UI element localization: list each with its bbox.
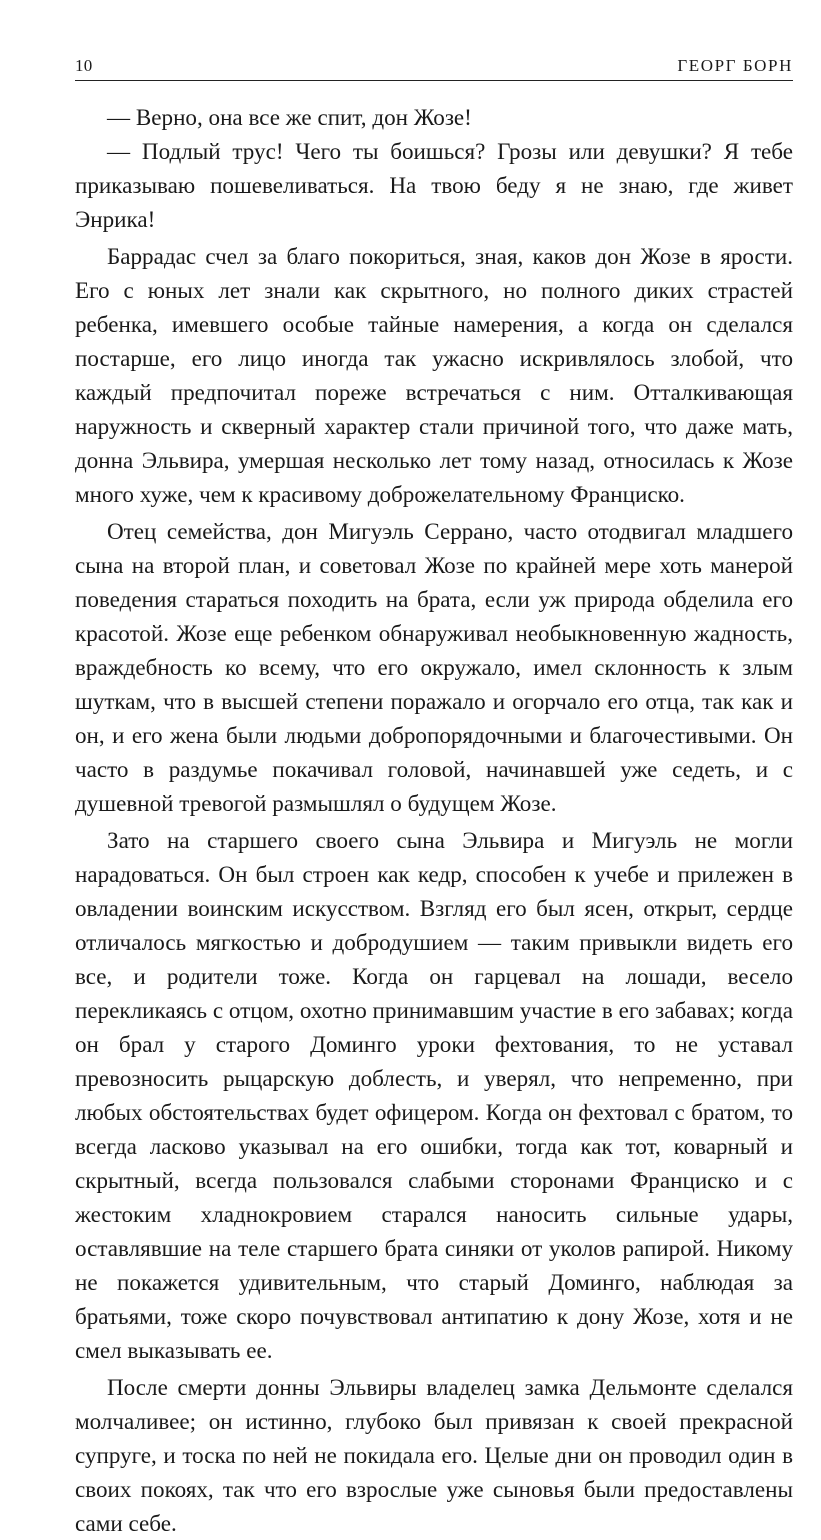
paragraph-5: Зато на старшего своего сына Эльвира и Мигуэль не могли нарадоваться. Он был строен как кедр, способен к учебе и прилежен в овладении воинским искусством. Взгляд его был ясен, открыт, сердце отличалось мягкостью и добродушием — таким привыкли видеть его все, и родители тоже. Когда он гарцевал на лошади, весело перекликаясь с отцом, охотно принимавшим участие в его забавах; когда он брал у старого Доминго уроки фехтования, то не уставал превозносить рыцарскую доблесть, и уверял, что непременно, при любых обстоятельствах будет офицером. Когда он фехтовал с братом, то всегда ласково указывал на его ошибки, тогда как тот, коварный и скрытный, всегда пользовался слабыми сторонами Франциско и с жестоким хладнокровием старался наносить сильные удары, оставлявшие на теле старшего брата синяки от уколов рапирой. Никому не покажется удивительным, что старый Доминго, наблюдая за братьями, тоже скоро почувствовал антипатию к дону Жозе, хотя и не смел выказывать ее.: [75, 827, 793, 1363]
running-header: [75, 52, 793, 81]
running-head-author: ГЕОРГ БОРН: [677, 56, 793, 75]
paragraph-3: Баррадас счел за благо покориться, зная, каков дон Жозе в ярости. Его с юных лет знали как скрытного, но полного диких страстей ребенка, имевшего особые тайные намерения, а когда он сделался постарше, его лицо иногда так ужасно искривлялось злобой, что каждый предпочитал пореже встречаться с ним. Отталкивающая наружность и скверный характер стали причиной того, что даже мать, донна Эльвира, умершая несколько лет тому назад, относилась к Жозе много хуже, чем к красивому доброжелательному Франциско.: [75, 243, 793, 507]
page-number: 10: [75, 56, 93, 75]
paragraph-4: Отец семейства, дон Мигуэль Серрано, часто отодвигал младшего сына на второй план, и советовал Жозе по крайней мере хоть манерой поведения стараться походить на брата, если уж природа обделила его красотой. Жозе еще ребенком обнаруживал необыкновенную жадность, враждебность ко всему, что его окружало, имел склонность к злым шуткам, что в высшей степени поражало и огорчало его отца, так как и он, и его жена были людьми добропорядочными и благочестивыми. Он часто в раздумье покачивал головой, начинавшей уже седеть, и с душевной тревогой размышлял о будущем Жозе.: [75, 518, 793, 816]
paragraph-6: После смерти донны Эльвиры владелец замка Дельмонте сделался молчаливее; он истинно, глубоко был привязан к своей прекрасной супруге, и тоска по ней не покидала его. Целые дни он проводил один в своих покоях, так что его взрослые уже сыновья были предоставлены сами себе.: [75, 1374, 793, 1536]
body-text: [75, 100, 793, 1540]
paragraph-1: — Верно, она все же спит, дон Жозе!: [107, 104, 472, 130]
paragraph-2: — Подлый трус! Чего ты боишься? Грозы или девушки? Я тебе приказываю пошевеливаться. На твою беду я не знаю, где живет Энрика!: [75, 138, 793, 232]
